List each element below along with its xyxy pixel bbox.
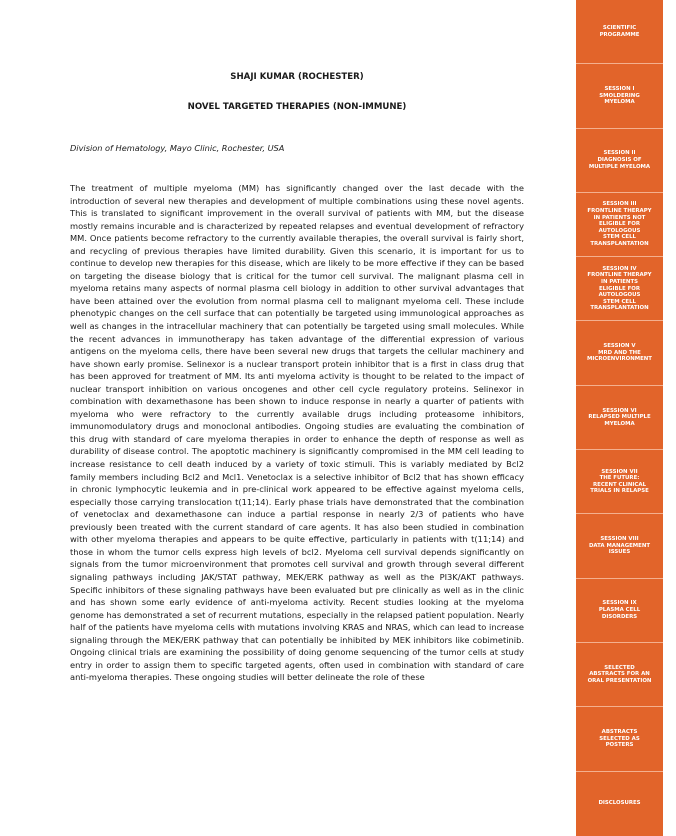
sidebar-item-label: SESSION IX PLASMA CELL DISORDERS	[598, 600, 641, 620]
sidebar-nav	[576, 0, 663, 836]
sidebar-item-session-5[interactable]	[576, 321, 663, 385]
sidebar-item-disclosures[interactable]	[576, 772, 663, 836]
sidebar-item-label: SESSION VIII DATA MANAGEMENT ISSUES	[588, 536, 651, 556]
affiliation: Division of Hematology, Mayo Clinic, Rochester, USA	[70, 143, 285, 153]
sidebar-item-label: SESSION IV FRONTLINE THERAPY IN PATIENTS ELIGIBLE FOR AUTOLOGOUS STEM CELL TRANSPLANTATION	[587, 265, 652, 312]
sidebar-item-scientific-programme[interactable]	[576, 0, 663, 64]
sidebar-item-label: SCIENTIFIC PROGRAMME	[599, 25, 640, 38]
sidebar-item-label: SESSION V MRD AND THE MICROENVIRONMENT	[587, 343, 652, 363]
sidebar-item-label: SESSION VI RELAPSED MULTIPLE MYELOMA	[588, 407, 651, 427]
sidebar-item-session-2[interactable]	[576, 129, 663, 193]
sidebar-item-label: SELECTED ABSTRACTS FOR AN ORAL PRESENTATION	[587, 664, 652, 684]
sidebar-item-label: SESSION I SMOLDERING MYELOMA	[599, 86, 640, 106]
sidebar-item-session-4[interactable]	[576, 257, 663, 321]
sidebar-item-label: SESSION III FRONTLINE THERAPY IN PATIENTS NOT ELIGIBLE FOR AUTOLOGOUS STEM CELL TRANSPLANTATION	[587, 201, 652, 248]
sidebar-item-session-1[interactable]	[576, 64, 663, 128]
sidebar-item-poster-abstracts[interactable]	[576, 707, 663, 771]
sidebar-item-label: DISCLOSURES	[598, 800, 641, 807]
sidebar-item-label: SESSION VII THE FUTURE: RECENT CLINICAL TRIALS IN RELAPSE	[590, 468, 649, 495]
sidebar-item-session-3[interactable]	[576, 193, 663, 257]
sidebar-item-label: SESSION II DIAGNOSIS OF MULTIPLE MYELOMA	[588, 150, 651, 170]
sidebar-item-oral-abstracts[interactable]	[576, 643, 663, 707]
author-heading: SHAJI KUMAR (ROCHESTER)	[230, 72, 364, 82]
sidebar-item-session-8[interactable]	[576, 514, 663, 578]
abstract-body: The treatment of multiple myeloma (MM) has significantly changed over the last decade with the introduction of several new therapies and development of multiple combinations using these novel agents. This is translated to significant improvement in the overall survival of patients with MM, but the disease mostly remains incurable and is characterized by repeated relapses and eventual development of refractory MM. Once patients become refractory to the currently available therapies, the overall survival is fairly short, and recycling of previous therapies have limited durability. Given this scenario, it is important for us to continue to develop new therapies for this disease, which are likely to be more effective if they can be based on targeting the disease biology that is critical for the tumor cell survival. The malignant plasma cell in myeloma retains many aspects of normal plasma cell biology in addition to other survival advantages that have been attained over the evolution from normal plasma cell to malignant myeloma cell. These include phenotypic changes on the cell surface that can potentially be targeted using immunological approaches as well as changes in the intracellular machinery that can potentially be targeted using small molecules. While the recent advances in immunotherapy has taken advantage of the differential expression of various antigens on the myeloma cells, there have been several new drugs that targets the cellular machinery and have shown early promise. Selinexor is a nuclear transport protein inhibitor that is a first in class drug that has been approved for treatment of MM. Its anti myeloma activity is thought to be related to the impact of nuclear transport inhibition on various oncogenes and other cell cycle regulatory proteins. Selinexor in combination with dexamethasone has been shown to induce response in nearly a quarter of patients with myeloma who were refractory to the currently available drugs including proteasome inhibitors, immunomodulatory drugs and monoclonal antibodies. Ongoing studies are evaluating the combination of this drug with standard of care myeloma therapies in order to enhance the depth of response as well as durability of disease control. The apoptotic machinery is significantly compromised in the MM cell leading to increase resistance to cell death induced by a variety of toxic stimuli. This is variably mediated by Bcl2 family members including Bcl2 and Mcl1. Venetoclax is a selective inhibitor of Bcl2 that has shown efficacy in chronic lymphocytic leukemia and in pre-clinical work appeared to be effective against myeloma cells, especially those carrying translocation t(11;14). Early phase trials have demonstrated that the combination of venetoclax and dexamethasone can induce a partial response in nearly 2/3 of patients who have previously been treated with the current standard of care agents. It has also been studied in combination with other myeloma therapies and appears to be quite effective, particularly in patients with t(11;14) and those in whom the tumor cells express high levels of bcl2. Myeloma cell survival depends significantly on signals from the tumor microenvironment that promotes cell survival and growth through several different signaling pathways including JAK/STAT pathway, MEK/ERK pathway as well as the PI3K/AKT pathways. Specific inhibitors of these signaling pathways have been evaluated but pre clinically as well as in the clinic and has shown some early evidence of anti-myeloma activity. Recent studies looking at the myeloma genome has demonstrated a set of recurrent mutations, especially in the relapsed patient population. Nearly half of the patients have myeloma cells with mutations involving KRAS and NRAS, which can lead to increase signaling through the MEK/ERK pathway that can potentially be inhibited by MEK inhibitors like cobimetinib. Ongoing clinical trials are examining the possibility of doing genome sequencing of the tumor cells at study entry in order to assign them to specific targeted agents, often used in combination with standard of care anti-myeloma therapies. These ongoing studies will better delineate the role of these	[70, 183, 524, 683]
sidebar-item-session-9[interactable]	[576, 579, 663, 643]
sidebar-item-session-7[interactable]	[576, 450, 663, 514]
sidebar-item-session-6[interactable]	[576, 386, 663, 450]
page-title: NOVEL TARGETED THERAPIES (NON-IMMUNE)	[187, 102, 407, 112]
sidebar-item-label: ABSTRACTS SELECTED AS POSTERS	[599, 729, 640, 749]
